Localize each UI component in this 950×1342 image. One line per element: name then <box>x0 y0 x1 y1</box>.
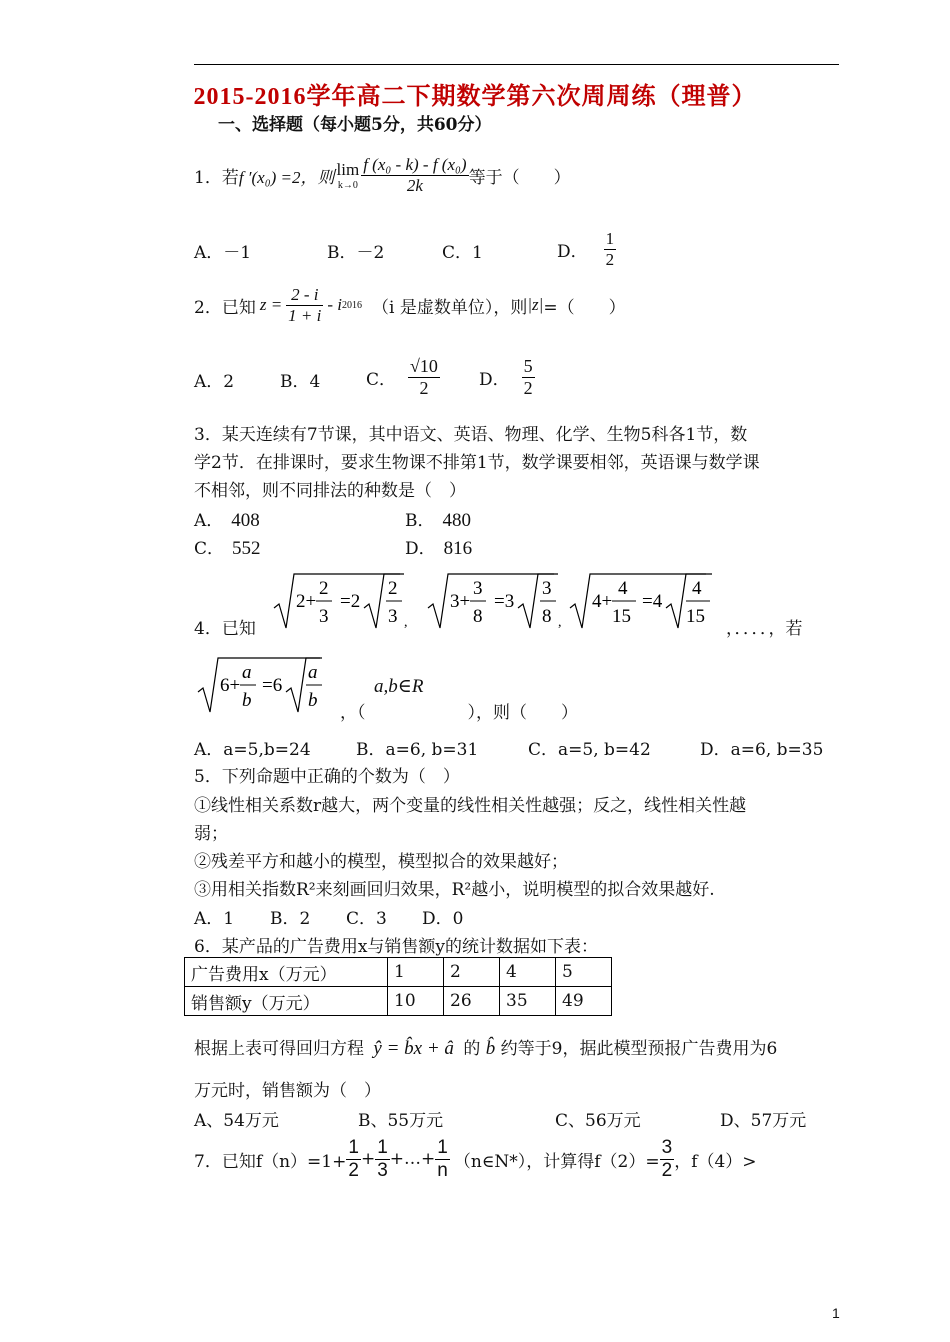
q3-option-b: B． 480 <box>405 510 471 531</box>
q1-suffix: 等于（ ） <box>468 167 571 188</box>
svg-text:2: 2 <box>319 578 329 599</box>
q2-option-b: B．4 <box>280 372 321 392</box>
table-cell: 2 <box>444 958 500 987</box>
table-cell: 销售额y（万元） <box>185 987 388 1016</box>
q5-option-c: C．3 <box>346 909 387 929</box>
q3-option-d: D． 816 <box>405 538 473 559</box>
svg-text:3: 3 <box>473 578 483 599</box>
svg-text:=3: =3 <box>494 591 515 612</box>
q6-option-c: C、56万元 <box>555 1111 641 1131</box>
q3-line-2: 学2节．在排课时，要求生物课不排第1节，数学课要相邻，英语课与数学课 <box>194 453 760 473</box>
svg-text:4: 4 <box>692 578 702 599</box>
svg-text:a: a <box>242 662 252 683</box>
table-cell: 4 <box>500 958 556 987</box>
svg-text:=6: =6 <box>262 675 283 696</box>
q4-eq-3 <box>570 574 712 628</box>
q1-fraction: $\frac{\text{f (x₀ - k) - f (x₀)}}{2k}$ <box>363 154 467 195</box>
svg-text:b: b <box>242 690 252 711</box>
table-row <box>185 958 612 987</box>
svg-text:a: a <box>308 662 318 683</box>
page-title: 2015-2016学年高二下期数学第六次周周练（理普） <box>193 84 757 110</box>
section-heading: 一、选择题（每小题5分，共60分） <box>218 115 492 135</box>
svg-text:8: 8 <box>473 606 483 627</box>
q5-option-b: B．2 <box>270 909 311 929</box>
svg-text:3: 3 <box>319 606 329 627</box>
q4-option-a: A．a=5,b=24 <box>194 740 311 760</box>
table-cell: 35 <box>500 987 556 1016</box>
q6-line-1: 根据上表可得回归方程 ŷ = b̂x + â 的 b̂ 约等于9，据此模型预报广告费用为6 <box>194 1038 778 1059</box>
svg-text:2: 2 <box>388 578 398 599</box>
table-cell: 10 <box>388 987 444 1016</box>
svg-text:15: 15 <box>612 606 631 627</box>
q4-tail: ，（ ），则（ ） <box>340 703 578 723</box>
svg-text:15: 15 <box>686 606 705 627</box>
q5-statement-1b: 弱； <box>194 824 228 844</box>
table-row <box>185 987 612 1016</box>
q6-line-2: 万元时，销售额为（ ） <box>194 1081 381 1101</box>
q4-option-b: B．a=6, b=31 <box>356 740 479 760</box>
svg-text:2+: 2+ <box>296 591 317 612</box>
q4-ellipsis: ，．．．．，若 <box>726 619 803 639</box>
q6-option-a: A、54万元 <box>194 1111 279 1131</box>
svg-text:4+: 4+ <box>592 591 613 612</box>
q1-limit: lim k→0 <box>336 159 360 191</box>
svg-text:3+: 3+ <box>450 591 471 612</box>
q5-stem: 5．下列命题中正确的个数为（ ） <box>194 767 460 787</box>
q2-option-a: A．2 <box>194 372 235 392</box>
table-cell: 5 <box>556 958 612 987</box>
svg-text:3: 3 <box>542 578 552 599</box>
svg-text:6+: 6+ <box>220 675 241 696</box>
question-7: 7．已知f（n）=1+ $\frac{1}{2}$ + $\frac{1}{3}$ +…+ $\frac{1}{n}$ （n∈N*），计算得f（2）= $\frac{3}{2}$ ，f（4）> <box>194 1136 757 1181</box>
q5-option-d: D．0 <box>422 909 464 929</box>
svg-text:=4: =4 <box>642 591 663 612</box>
q4-eq-2 <box>428 574 562 630</box>
svg-text:4: 4 <box>618 578 628 599</box>
q2-prefix: 2．已知 <box>194 297 256 318</box>
q5-option-a: A．1 <box>194 909 235 929</box>
q3-line-1: 3．某天连续有7节课，其中语文、英语、物理、化学、生物5科各1节，数 <box>194 425 748 445</box>
svg-text:3: 3 <box>388 606 398 627</box>
q3-option-a: A． 408 <box>194 510 260 531</box>
table-cell: 26 <box>444 987 500 1016</box>
table-cell: 1 <box>388 958 444 987</box>
table-cell: 广告费用x（万元） <box>185 958 388 987</box>
table-cell: 49 <box>556 987 612 1016</box>
svg-text:b: b <box>308 690 318 711</box>
question-1 <box>194 150 571 200</box>
q4-set: a,b∈R <box>374 676 424 697</box>
q5-statement-2: ②残差平方和越小的模型，模型拟合的效果越好； <box>194 852 568 872</box>
q1-option-d: D． $\frac{1}{2}$ <box>557 228 615 269</box>
q1-option-a: A．－1 <box>194 243 252 263</box>
q4-target-equation <box>194 650 334 720</box>
q5-statement-1a: ①线性相关系数r越大，两个变量的线性相关性越强；反之，线性相关性越 <box>194 796 747 816</box>
q1-option-c: C．1 <box>442 243 483 263</box>
header-rule <box>194 64 839 65</box>
q2-option-c: C． $\frac{√10}{2}$ <box>366 355 438 398</box>
q5-statement-3: ③用相关指数R²来刻画回归效果，R²越小，说明模型的拟合效果越好. <box>194 880 715 900</box>
q1-option-b: B．－2 <box>327 243 385 263</box>
q4-eq-1 <box>274 574 408 630</box>
q6-data-table <box>184 957 612 1016</box>
q4-option-c: C．a=5, b=42 <box>528 740 651 760</box>
svg-text:,: , <box>558 615 562 630</box>
svg-text:=2: =2 <box>340 591 361 612</box>
svg-text:,: , <box>404 615 408 630</box>
q1-condition: f ′(x₀) =2，则 <box>238 167 335 187</box>
page-number: 1 <box>832 1305 840 1321</box>
q4-option-d: D．a=6, b=35 <box>700 740 824 760</box>
q3-line-3: 不相邻，则不同排法的种数是（ ） <box>194 481 466 501</box>
svg-text:8: 8 <box>542 606 552 627</box>
q6-option-d: D、57万元 <box>720 1111 807 1131</box>
q6-stem: 6．某产品的广告费用x与销售额y的统计数据如下表： <box>194 937 599 957</box>
q4-prefix: 4．已知 <box>194 619 256 639</box>
question-2: 2．已知 z = $\frac{2 - i}{1 + i}$ - i 2016 （i 是虚数单位），则 |z| =（ ） <box>194 284 626 325</box>
q3-option-c: C． 552 <box>194 538 261 559</box>
q1-prefix: 1．若 <box>194 167 239 188</box>
q2-option-d: D． $\frac{5}{2}$ <box>479 355 533 398</box>
q6-option-b: B、55万元 <box>358 1111 444 1131</box>
